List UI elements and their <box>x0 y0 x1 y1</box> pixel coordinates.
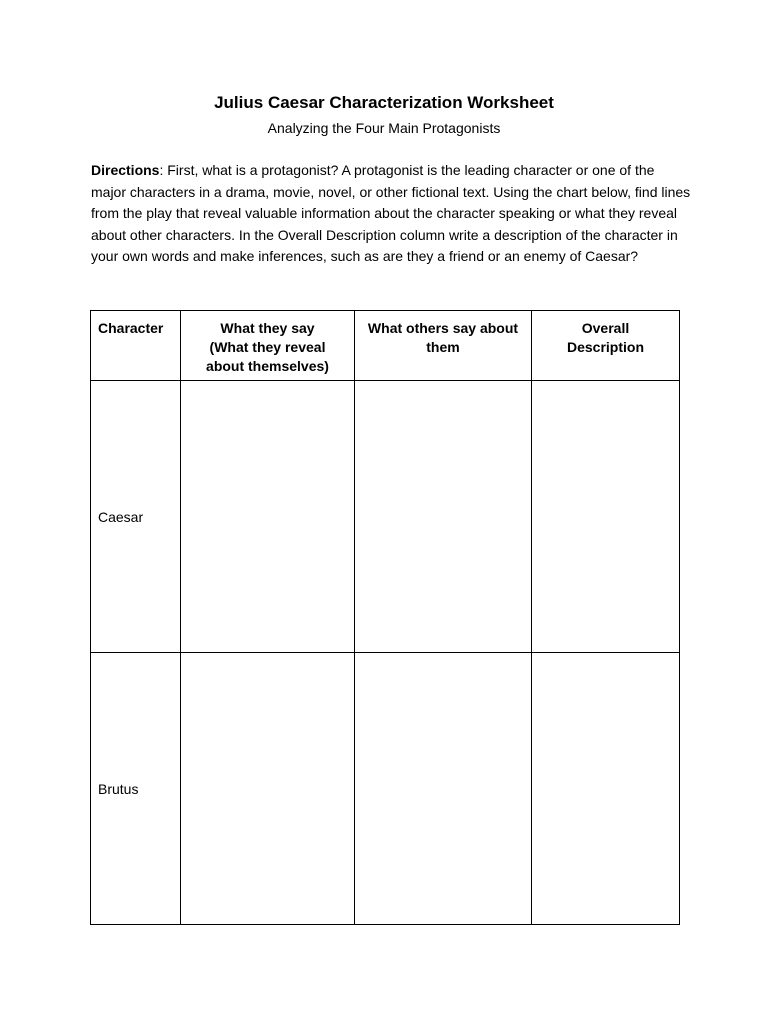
what-others-say-cell[interactable] <box>355 381 532 653</box>
header-overall-description-label: Overall Description <box>566 320 644 355</box>
character-cell: Brutus <box>91 653 181 925</box>
table-row <box>91 653 680 925</box>
page-subtitle: Analyzing the Four Main Protagonists <box>267 120 501 136</box>
table-header-row <box>91 311 680 381</box>
characterization-table <box>90 310 680 925</box>
what-they-say-cell[interactable] <box>181 381 355 653</box>
directions-paragraph <box>91 160 691 268</box>
header-what-they-say-label: What they say (What they reveal about themselves) <box>206 320 329 374</box>
directions-label: Directions <box>91 162 160 178</box>
what-others-say-cell[interactable] <box>355 653 532 925</box>
header-what-they-say <box>181 311 355 381</box>
directions-text: : First, what is a protagonist? A protagonist is the leading character or one of the major characters in a drama, movie, novel, or other fictional text. Using the chart below, find lines from the play that reveal valuable information about the character speaking or what they reveal about other characters. In the Overall Description column write a description of the character in your own words and make inferences, such as are they a friend or an enemy of Caesar? <box>91 162 691 264</box>
character-cell: Caesar <box>91 381 181 653</box>
header-what-others-say: What others say about them <box>355 311 532 381</box>
overall-description-cell[interactable] <box>532 381 680 653</box>
overall-description-cell[interactable] <box>532 653 680 925</box>
header-character: Character <box>91 311 181 381</box>
table-row <box>91 381 680 653</box>
page-title: Julius Caesar Characterization Worksheet <box>214 93 554 112</box>
header-overall-description <box>532 311 680 381</box>
what-they-say-cell[interactable] <box>181 653 355 925</box>
